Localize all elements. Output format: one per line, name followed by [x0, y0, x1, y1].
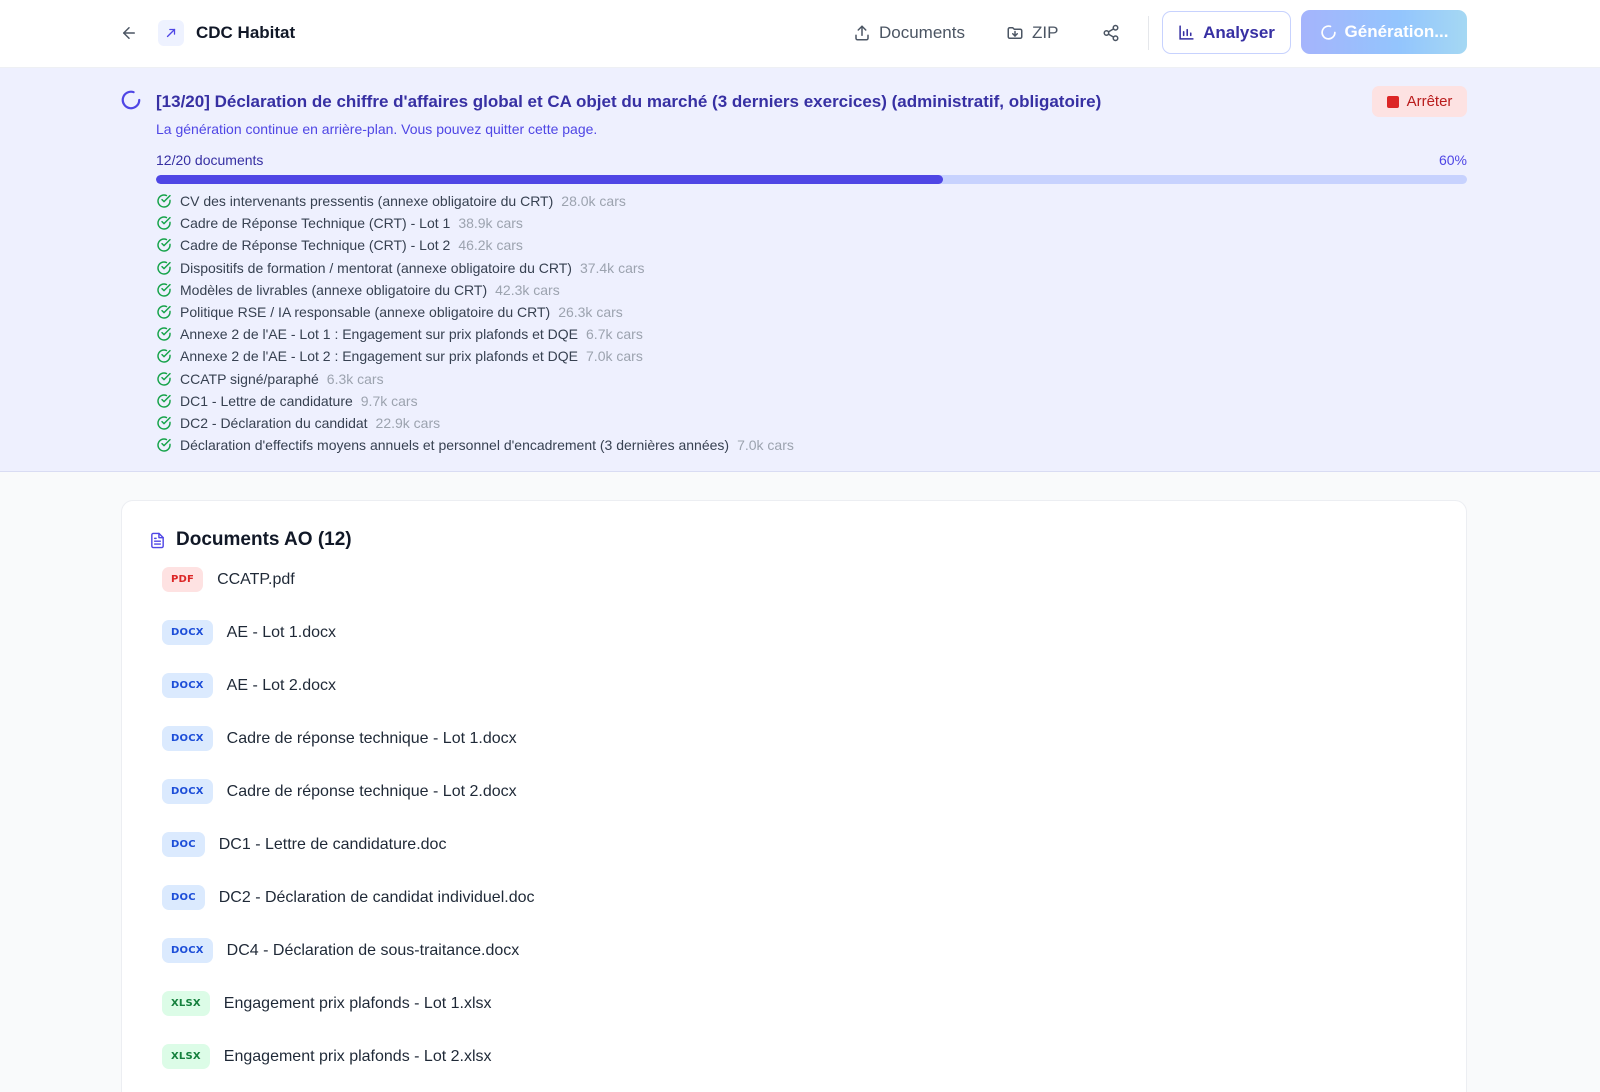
top-bar [0, 0, 1600, 68]
current-step-title: [13/20] Déclaration de chiffre d'affaires global et CA objet du marché (3 derniers exercices) (administratif, obligatoire) [156, 92, 1102, 111]
completed-document-size: 37.4k cars [579, 259, 645, 276]
completed-document-item [156, 390, 1456, 412]
file-type-badge: PDF [162, 567, 203, 592]
completed-document-item [156, 368, 1456, 390]
progress-percent: 60% [1438, 152, 1467, 168]
completed-document-item [156, 190, 1456, 212]
check-circle-icon [156, 326, 172, 342]
completed-document-item [156, 257, 1456, 279]
check-circle-icon [156, 371, 172, 387]
documents-card-header [149, 529, 352, 551]
completed-document-item [156, 412, 1456, 434]
check-circle-icon [156, 393, 172, 409]
document-row[interactable] [162, 659, 534, 712]
document-name: CCATP.pdf [217, 570, 295, 588]
progress-bar [156, 175, 1467, 184]
arrow-left-icon [120, 24, 138, 42]
completed-document-name: Cadre de Réponse Technique (CRT) - Lot 2 [180, 237, 451, 254]
check-circle-icon [156, 260, 172, 276]
document-row[interactable] [162, 871, 534, 924]
check-circle-icon [156, 282, 172, 298]
file-type-badge: DOC [162, 885, 205, 910]
loading-spinner-icon [120, 89, 142, 111]
completed-document-name: Annexe 2 de l'AE - Lot 2 : Engagement sur prix plafonds et DQE [180, 348, 579, 365]
bar-chart-icon [1178, 24, 1195, 41]
check-circle-icon [156, 193, 172, 209]
check-circle-icon [156, 348, 172, 364]
file-type-badge: DOCX [162, 673, 213, 698]
completed-document-size: 42.3k cars [495, 281, 560, 298]
document-row[interactable] [162, 712, 534, 765]
completed-document-name: Annexe 2 de l'AE - Lot 1 : Engagement sur prix plafonds et DQE [180, 326, 579, 343]
completed-document-size: 6.7k cars [586, 326, 643, 343]
completed-document-size: 9.7k cars [360, 392, 418, 409]
completed-document-item [156, 301, 1456, 323]
logo-icon [164, 26, 178, 40]
document-name: Engagement prix plafonds - Lot 1.xlsx [223, 994, 492, 1012]
documents-card-title: Documents AO (12) [176, 529, 352, 550]
generation-button[interactable] [1301, 10, 1467, 54]
check-circle-icon [156, 237, 172, 253]
completed-document-name: Cadre de Réponse Technique (CRT) - Lot 1 [180, 215, 451, 232]
documents-count: 12/20 documents [156, 152, 264, 168]
document-row[interactable] [162, 606, 534, 659]
analyser-button[interactable] [1162, 11, 1291, 54]
document-name: DC1 - Lettre de candidature.doc [218, 835, 447, 853]
background-note: La génération continue en arrière-plan. Vous pouvez quitter cette page. [156, 121, 598, 137]
document-row[interactable] [162, 924, 534, 977]
file-type-badge: DOCX [162, 620, 213, 645]
completed-document-item [156, 345, 1456, 367]
completed-document-size: 38.9k cars [458, 215, 523, 232]
page-title: CDC Habitat [196, 23, 296, 42]
document-row[interactable] [162, 1030, 534, 1083]
progress-bar-fill [156, 175, 943, 184]
file-text-icon [149, 532, 166, 549]
file-type-badge: XLSX [162, 1044, 210, 1069]
document-name: DC4 - Déclaration de sous-traitance.docx [226, 941, 520, 959]
file-type-badge: DOCX [162, 779, 213, 804]
completed-document-name: DC2 - Déclaration du candidat [180, 414, 368, 431]
document-name: Cadre de réponse technique - Lot 2.docx [226, 782, 517, 800]
completed-document-size: 7.0k cars [586, 348, 643, 365]
check-circle-icon [156, 304, 172, 320]
completed-document-item [156, 323, 1456, 345]
document-name: AE - Lot 1.docx [226, 623, 337, 641]
completed-document-item [156, 279, 1456, 301]
stop-button[interactable] [1372, 86, 1467, 117]
completed-document-size: 7.0k cars [737, 437, 794, 454]
loading-spinner-icon [1320, 24, 1337, 41]
completed-document-name: CCATP signé/paraphé [180, 370, 319, 387]
share-icon [1102, 24, 1120, 42]
document-name: Cadre de réponse technique - Lot 1.docx [226, 729, 517, 747]
documents-button-label: Documents [879, 23, 965, 42]
completed-document-name: Dispositifs de formation / mentorat (annexe obligatoire du CRT) [180, 259, 572, 276]
stop-button-label: Arrêter [1406, 93, 1453, 110]
documents-button[interactable] [853, 19, 965, 47]
completed-document-size: 28.0k cars [561, 193, 626, 210]
completed-document-item [156, 234, 1456, 256]
completed-document-size: 46.2k cars [458, 237, 523, 254]
zip-button[interactable] [1006, 19, 1058, 47]
document-row[interactable] [162, 765, 534, 818]
header-divider [1148, 16, 1149, 50]
check-circle-icon [156, 215, 172, 231]
document-name: AE - Lot 2.docx [226, 676, 337, 694]
folder-download-icon [1006, 24, 1024, 42]
share-button[interactable] [1098, 20, 1124, 46]
completed-document-name: CV des intervenants pressentis (annexe obligatoire du CRT) [180, 193, 554, 210]
check-circle-icon [156, 415, 172, 431]
completed-document-item [156, 212, 1456, 234]
document-row[interactable] [162, 818, 534, 871]
completed-document-name: Politique RSE / IA responsable (annexe obligatoire du CRT) [180, 304, 551, 321]
file-type-badge: XLSX [162, 991, 210, 1016]
document-name: Engagement prix plafonds - Lot 2.xlsx [223, 1047, 492, 1065]
completed-documents-list [156, 190, 1456, 456]
check-circle-icon [156, 437, 172, 453]
file-type-badge: DOC [162, 832, 205, 857]
zip-button-label: ZIP [1032, 23, 1059, 42]
stop-icon [1387, 96, 1399, 108]
app-logo [158, 20, 184, 46]
document-name: DC2 - Déclaration de candidat individuel.doc [218, 888, 535, 906]
completed-document-name: DC1 - Lettre de candidature [180, 392, 353, 409]
documents-list [162, 553, 534, 1083]
back-button[interactable] [116, 20, 142, 46]
completed-document-name: Modèles de livrables (annexe obligatoire du CRT) [180, 281, 488, 298]
completed-document-size: 26.3k cars [558, 304, 623, 321]
completed-document-item [156, 434, 1456, 456]
completed-document-size: 6.3k cars [326, 370, 384, 387]
upload-icon [853, 24, 871, 42]
file-type-badge: DOCX [162, 726, 213, 751]
document-row[interactable] [162, 553, 534, 606]
documents-card [121, 500, 1467, 1092]
completed-document-name: Déclaration d'effectifs moyens annuels et personnel d'encadrement (3 dernières années) [180, 437, 730, 454]
analyser-button-label: Analyser [1203, 22, 1275, 42]
file-type-badge: DOCX [162, 938, 213, 963]
completed-document-size: 22.9k cars [375, 414, 441, 431]
document-row[interactable] [162, 977, 534, 1030]
generation-button-label: Génération... [1344, 22, 1449, 41]
